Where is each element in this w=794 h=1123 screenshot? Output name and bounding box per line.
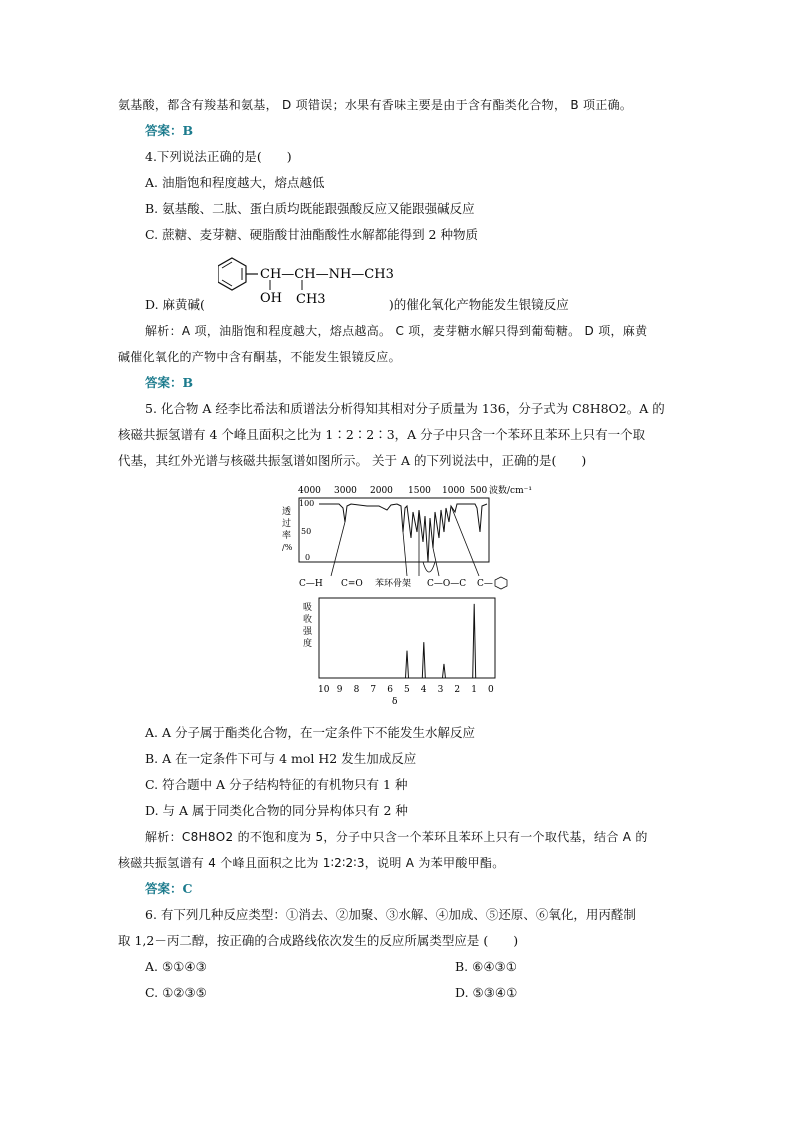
ir-y-tick-0: 0 bbox=[305, 553, 311, 562]
explanation-continued: 氨基酸，都含有羧基和氨基， D 项错误；水果有香味主要是由于含有酯类化合物， B 项正确。 bbox=[118, 98, 633, 112]
ir-y-tick-100: 100 bbox=[299, 499, 315, 508]
ir-assign-ring: 苯环骨架 bbox=[375, 579, 412, 589]
answer-label: 答案：B bbox=[145, 375, 194, 390]
explanation-5-line2: 核磁共振氢谱有 4 个峰且面积之比为 1∶2∶2∶3，说明 A 为苯甲酸甲酯。 bbox=[118, 856, 505, 870]
answer-label: 答案：B bbox=[145, 123, 194, 138]
question-5-option-b: B. A 在一定条件下可与 4 mol H2 发生加成反应 bbox=[145, 751, 417, 766]
question-6-line1: 6. 有下列几种反应类型：①消去、②加聚、③水解、④加成、⑤还原、⑥氧化，用丙醛制 bbox=[145, 907, 636, 922]
molecule-chain: CH—CH—NH—CH3 bbox=[260, 267, 394, 282]
ir-x-tick-label: 3000 bbox=[334, 486, 357, 496]
question-5-line3: 代基，其红外光谱与核磁共振氢谱如图所示。 关于 A 的下列说法中，正确的是( ) bbox=[118, 453, 587, 468]
explanation-4-line1: 解析：A 项，油脂饱和程度越大，熔点越高。 C 项，麦芽糖水解只得到葡萄糖。 D 项，麻黄 bbox=[145, 324, 648, 338]
explanation-4-line2: 碱催化氧化的产物中含有酮基，不能发生银镜反应。 bbox=[118, 350, 401, 364]
nmr-x-ticks bbox=[318, 685, 494, 695]
nmr-y-label-1: 吸 bbox=[303, 603, 313, 613]
ir-x-tick-label: 1000 bbox=[442, 486, 465, 496]
ir-assign-coc: C—O—C bbox=[427, 579, 467, 589]
ir-y-tick-50: 50 bbox=[301, 527, 312, 536]
molecule-ch3: CH3 bbox=[296, 292, 326, 307]
ir-assign-co: C=O bbox=[341, 579, 363, 589]
question-4-option-d bbox=[145, 296, 569, 314]
nmr-y-label-3: 强 bbox=[303, 627, 313, 637]
ir-assign-cph: C— bbox=[477, 579, 493, 589]
ir-x-tick-label: 500 bbox=[470, 486, 488, 496]
ir-y-label-4: /% bbox=[282, 543, 293, 552]
nmr-x-tick-label: 3 bbox=[437, 685, 444, 695]
nmr-x-tick-label: 5 bbox=[404, 685, 410, 695]
question-6-option-b: B. ⑥④③① bbox=[455, 959, 517, 974]
nmr-peaks bbox=[406, 604, 476, 678]
ir-y-label-3: 率 bbox=[282, 531, 292, 541]
ir-y-label-1: 透 bbox=[282, 507, 292, 517]
nmr-x-tick-label: 0 bbox=[488, 685, 494, 695]
nmr-x-tick-label: 2 bbox=[454, 685, 461, 695]
ir-y-label-2: 过 bbox=[282, 519, 292, 529]
nmr-peak bbox=[473, 604, 476, 678]
spectra-figure bbox=[279, 482, 544, 707]
question-6-option-d: D. ⑤③④① bbox=[455, 985, 518, 1000]
ir-x-unit: 波数/cm⁻¹ bbox=[489, 486, 532, 496]
nmr-x-tick-label: 1 bbox=[471, 685, 477, 695]
nmr-y-label-2: 收 bbox=[303, 615, 313, 625]
nmr-peak bbox=[422, 642, 425, 678]
question-6-line2: 取 1,2－丙二醇，按正确的合成路线依次发生的反应所属类型应是 ( ) bbox=[118, 933, 519, 948]
nmr-y-label-4: 度 bbox=[303, 639, 313, 649]
nmr-x-tick-label: 8 bbox=[353, 685, 360, 695]
nmr-x-tick-label: 10 bbox=[318, 685, 330, 695]
question-4-option-b: B. 氨基酸、二肽、蛋白质均既能跟强酸反应又能跟强碱反应 bbox=[145, 201, 475, 216]
question-5-option-a: A. A 分子属于酯类化合物，在一定条件下不能发生水解反应 bbox=[145, 725, 475, 740]
question-6-option-a: A. ⑤①④③ bbox=[145, 959, 207, 974]
nmr-x-tick-label: 7 bbox=[370, 685, 377, 695]
benzene-ring-icon bbox=[495, 577, 507, 589]
nmr-x-label: δ bbox=[392, 697, 398, 707]
question-6-option-c: C. ①②③⑤ bbox=[145, 985, 207, 1000]
option-d-suffix: )的催化氧化产物能发生银镜反应 bbox=[388, 297, 569, 312]
question-5-option-d: D. 与 A 属于同类化合物的同分异构体只有 2 种 bbox=[145, 803, 408, 818]
ir-x-tick-label: 2000 bbox=[370, 486, 393, 496]
nmr-x-tick-label: 4 bbox=[420, 685, 427, 695]
ir-assign-ch: C—H bbox=[299, 579, 323, 589]
ir-x-tick-label: 4000 bbox=[298, 486, 321, 496]
molecule-oh: OH bbox=[260, 291, 282, 306]
question-4-stem: 4.下列说法正确的是( ) bbox=[145, 149, 292, 164]
explanation-5-line1: 解析：C8H8O2 的不饱和度为 5，分子中只含一个苯环且苯环上只有一个取代基，结合 A 的 bbox=[145, 830, 648, 844]
nmr-peak bbox=[442, 664, 445, 678]
question-4-option-a: A. 油脂饱和程度越大，熔点越低 bbox=[145, 175, 325, 190]
nmr-x-tick-label: 9 bbox=[336, 685, 343, 695]
question-4-option-c: C. 蔗糖、麦芽糖、硬脂酸甘油酯酸性水解都能得到 2 种物质 bbox=[145, 227, 478, 242]
option-d-prefix: D. 麻黄碱( bbox=[145, 297, 205, 312]
nmr-plot-frame bbox=[319, 598, 495, 678]
question-5-line2: 核磁共振氢谱有 4 个峰且面积之比为 1∶2∶2∶3，A 分子中只含一个苯环且苯环上只有一个取 bbox=[118, 427, 646, 442]
nmr-x-tick-label: 6 bbox=[387, 685, 393, 695]
ir-x-tick-label: 1500 bbox=[408, 486, 431, 496]
ir-x-ticks bbox=[298, 486, 487, 496]
nmr-peak bbox=[406, 651, 409, 678]
question-5-option-c: C. 符合题中 A 分子结构特征的有机物只有 1 种 bbox=[145, 777, 408, 792]
question-5-line1: 5. 化合物 A 经李比希法和质谱法分析得知其相对分子质量为 136，分子式为 C8H8O2。A 的 bbox=[145, 401, 665, 416]
answer-label: 答案：C bbox=[145, 881, 193, 896]
